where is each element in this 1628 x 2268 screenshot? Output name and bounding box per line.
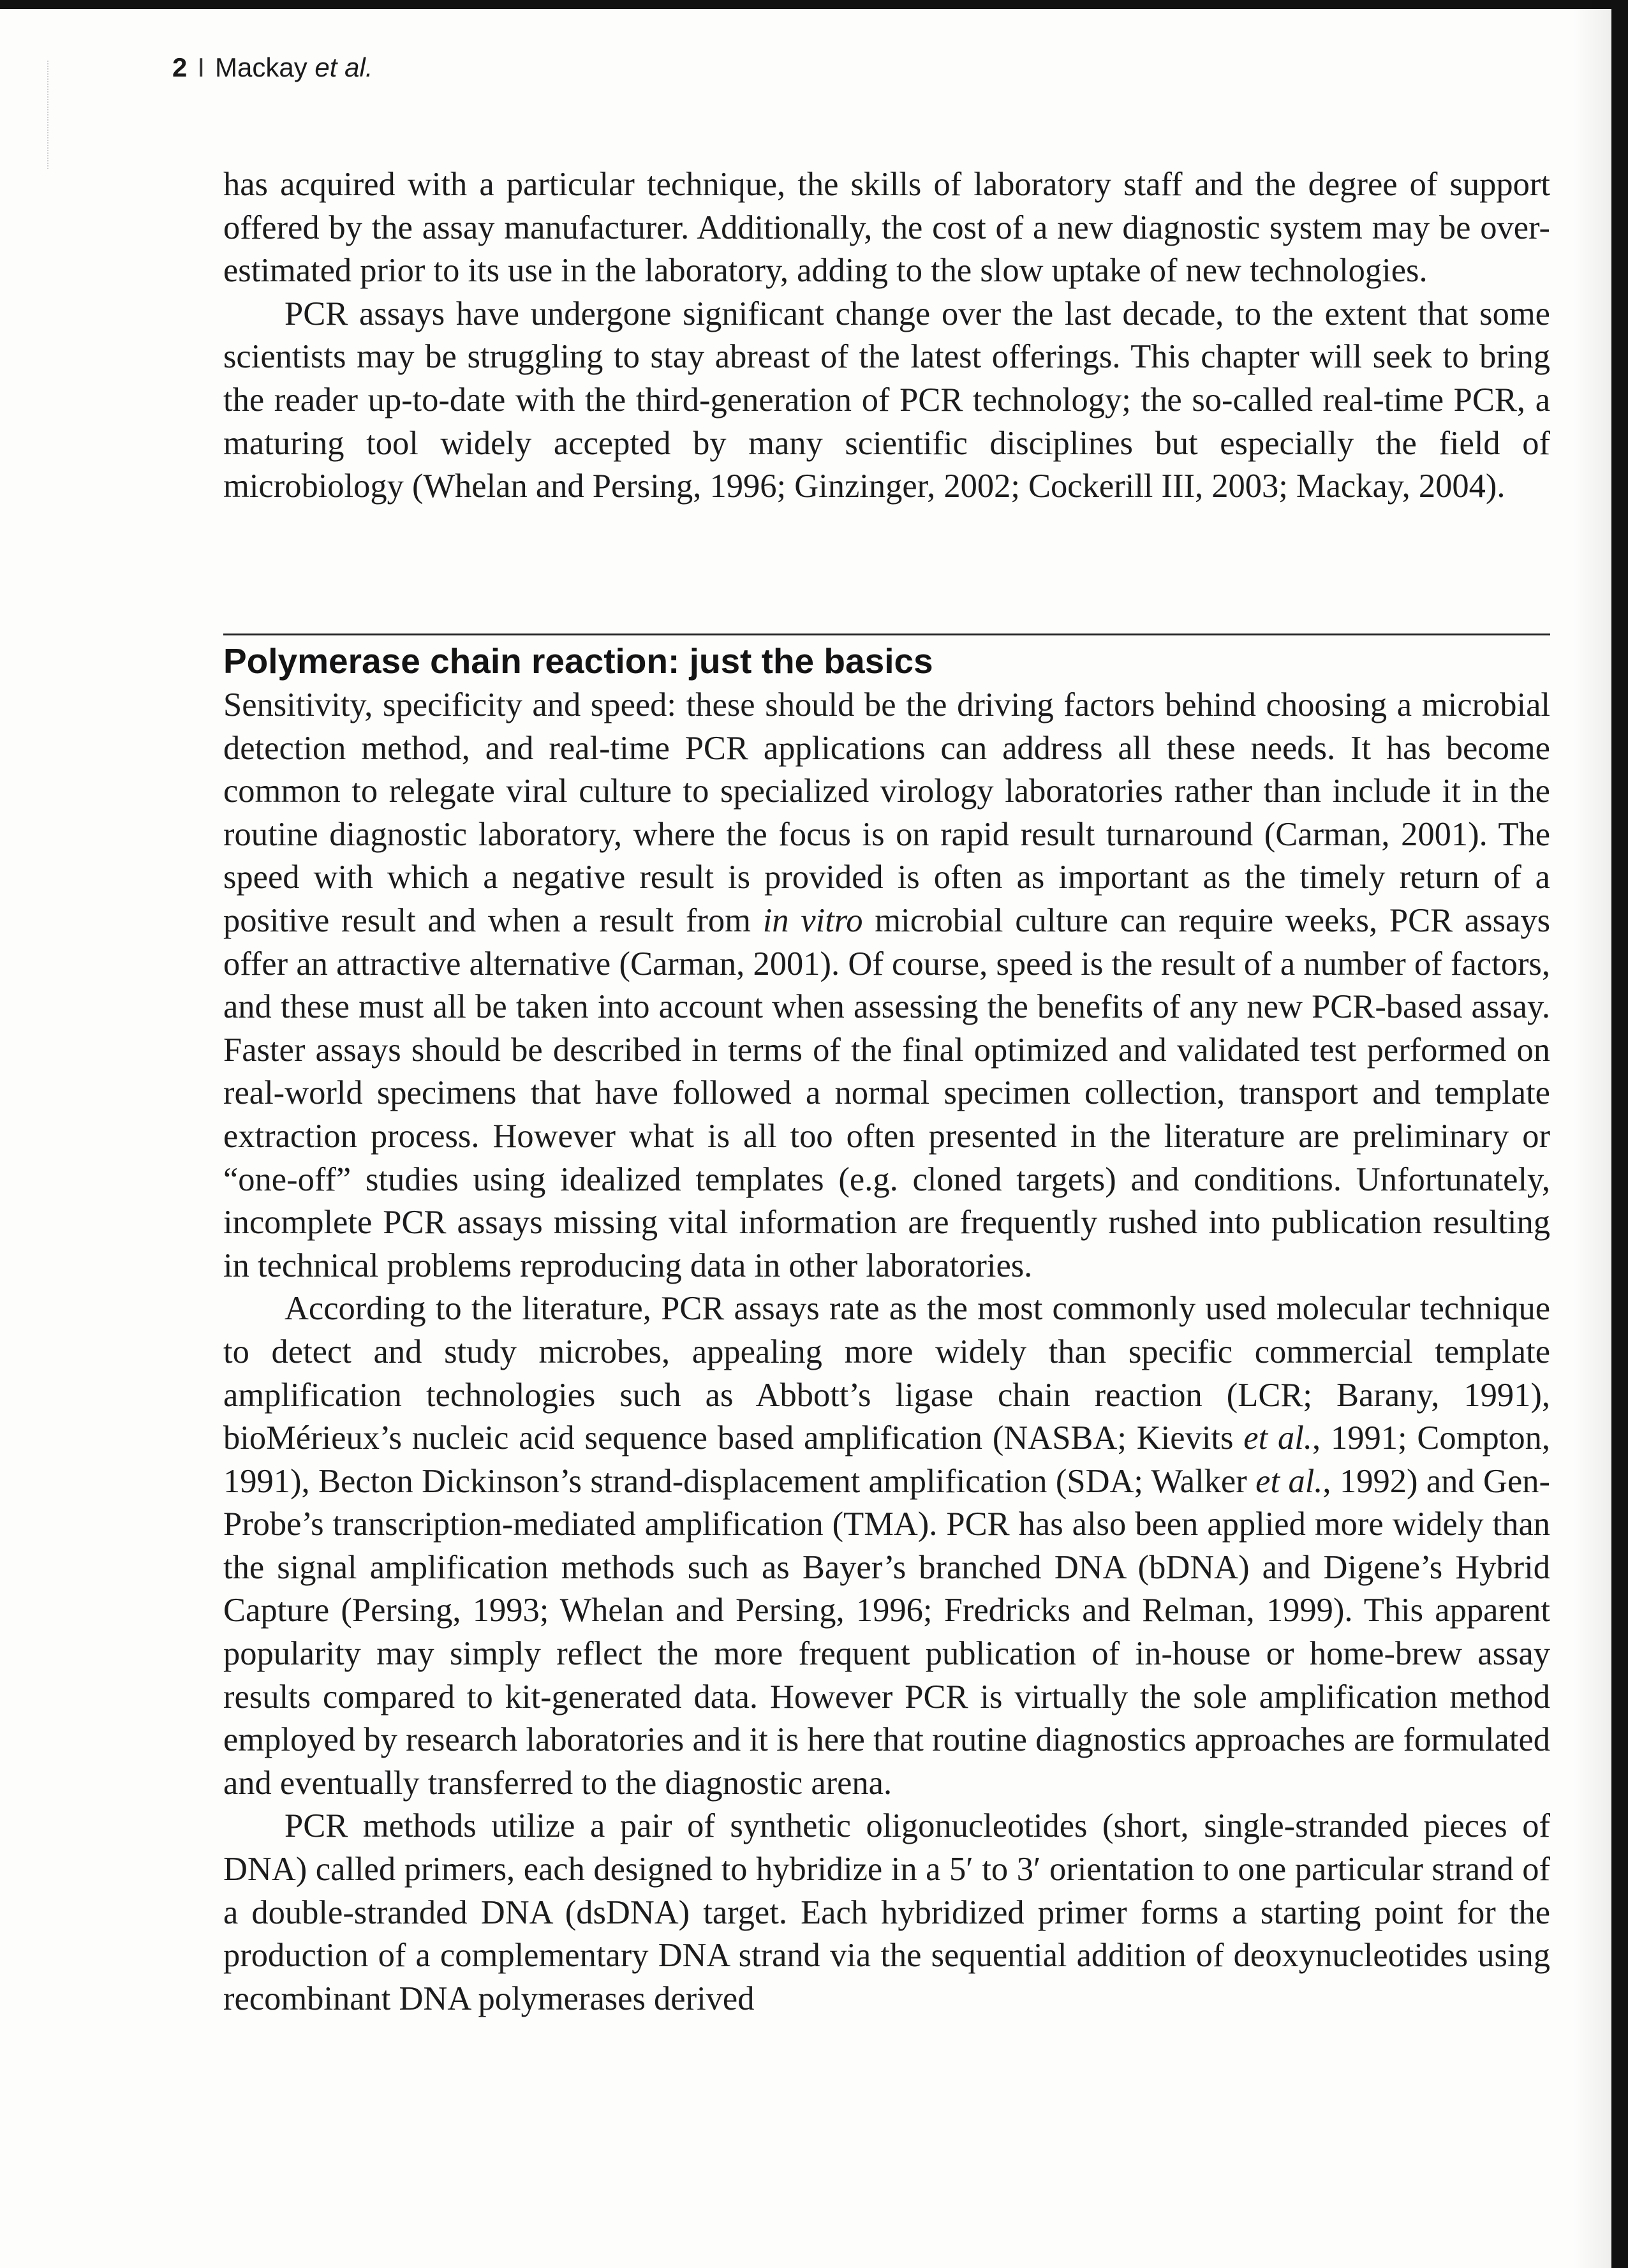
- paragraph: has acquired with a particular technique, the skills of laboratory staff and the degree of support offered by the assay manufacturer. Additionally, the cost of a new diagnostic system may be over-estimated prior to its use in the laboratory, adding to the slow uptake of new technologies.: [223, 166, 1550, 290]
- paragraph: Sensitivity, specificity and speed: these should be the driving factors behind choosing a microbial detection method, and real-time PCR applications can address all these needs. It has become common to relegate viral culture to specialized virology laboratories rather than include it in the routine diagnostic laboratory, where the focus is on rapid result turnaround (Carman, 2001). The speed with which a negative result is provided is often as important as the timely return of a positive result and when a result from in vitro microbial culture can require weeks, PCR assays offer an attractive alternative (Carman, 2001). Of course, speed is the result of a number of factors, and these must all be taken into account when assessing the benefits of any new PCR-based assay. Faster assays should be described in terms of the final optimized and validated test performed on real-world specimens that have followed a normal specimen collection, transport and template extraction process. However what is all too often presented in the literature are preliminary or “one-off” studies using idealized templates (e.g. cloned targets) and conditions. Unfortunately, incomplete PCR assays missing vital information are frequently rushed into publication resulting in technical problems reproducing data in other laboratories.: [223, 686, 1551, 1284]
- italic-term: in vitro: [762, 901, 863, 939]
- running-head-author: Mackay: [215, 52, 307, 82]
- paragraph: PCR methods utilize a pair of synthetic oligonucleotides (short, single-stranded pieces of DNA) called primers, each designed to hybridize in a 5′ to 3′ orientation to one particular strand of a double-stranded DNA (dsDNA) target. Each hybridized primer forms a starting point for the production of a complementary DNA strand via the sequential addition of deoxynucleotides using recombinant DNA polymerases derived: [223, 1807, 1550, 2017]
- section-text: [223, 684, 1550, 2020]
- section-heading: Polymerase chain reaction: just the basics: [223, 641, 933, 681]
- scan-shadow: [1573, 0, 1611, 2268]
- running-head: [172, 50, 373, 85]
- section-divider: [223, 634, 1550, 635]
- running-head-separator: I: [197, 52, 205, 82]
- italic-term: et al.: [1255, 1462, 1323, 1500]
- page-number: 2: [172, 52, 188, 82]
- paragraph: According to the literature, PCR assays rate as the most commonly used molecular technique to detect and study microbes, appealing more widely than specific commercial template amplification technologies such as Abbott’s ligase chain reaction (LCR; Barany, 1991), bioMérieux’s nucleic acid sequence based amplification (NASBA; Kievits et al., 1991; Compton, 1991), Becton Dickinson’s strand-displacement amplification (SDA; Walker et al., 1992) and Gen-Probe’s transcription-mediated amplification (TMA). PCR has also been applied more widely than the signal amplification methods such as Bayer’s branched DNA (bDNA) and Digene’s Hybrid Capture (Persing, 1993; Whelan and Persing, 1996; Fredricks and Relman, 1999). This apparent popularity may simply reflect the more frequent publication of in-house or home-brew assay results compared to kit-generated data. However PCR is virtually the sole amplification method employed by research laboratories and it is here that routine diagnostics approaches are formulated and eventually transferred to the diagnostic arena.: [223, 1290, 1551, 1802]
- italic-term: et al.: [1243, 1419, 1312, 1457]
- intro-text: [223, 163, 1550, 508]
- running-head-etal: et al.: [314, 52, 373, 82]
- scan-artifact-mark: [47, 61, 50, 169]
- scan-border-right: [1611, 0, 1628, 2268]
- scan-border-top: [0, 0, 1628, 9]
- paragraph: PCR assays have undergone significant change over the last decade, to the extent that some scientists may be struggling to stay abreast of the latest offerings. This chapter will seek to bring the reader up-to-date with the third-generation of PCR technology; the so-called real-time PCR, a maturing tool widely accepted by many scientific disciplines but especially the field of microbiology (Whelan and Persing, 1996; Ginzinger, 2002; Cockerill III, 2003; Mackay, 2004).: [223, 295, 1550, 505]
